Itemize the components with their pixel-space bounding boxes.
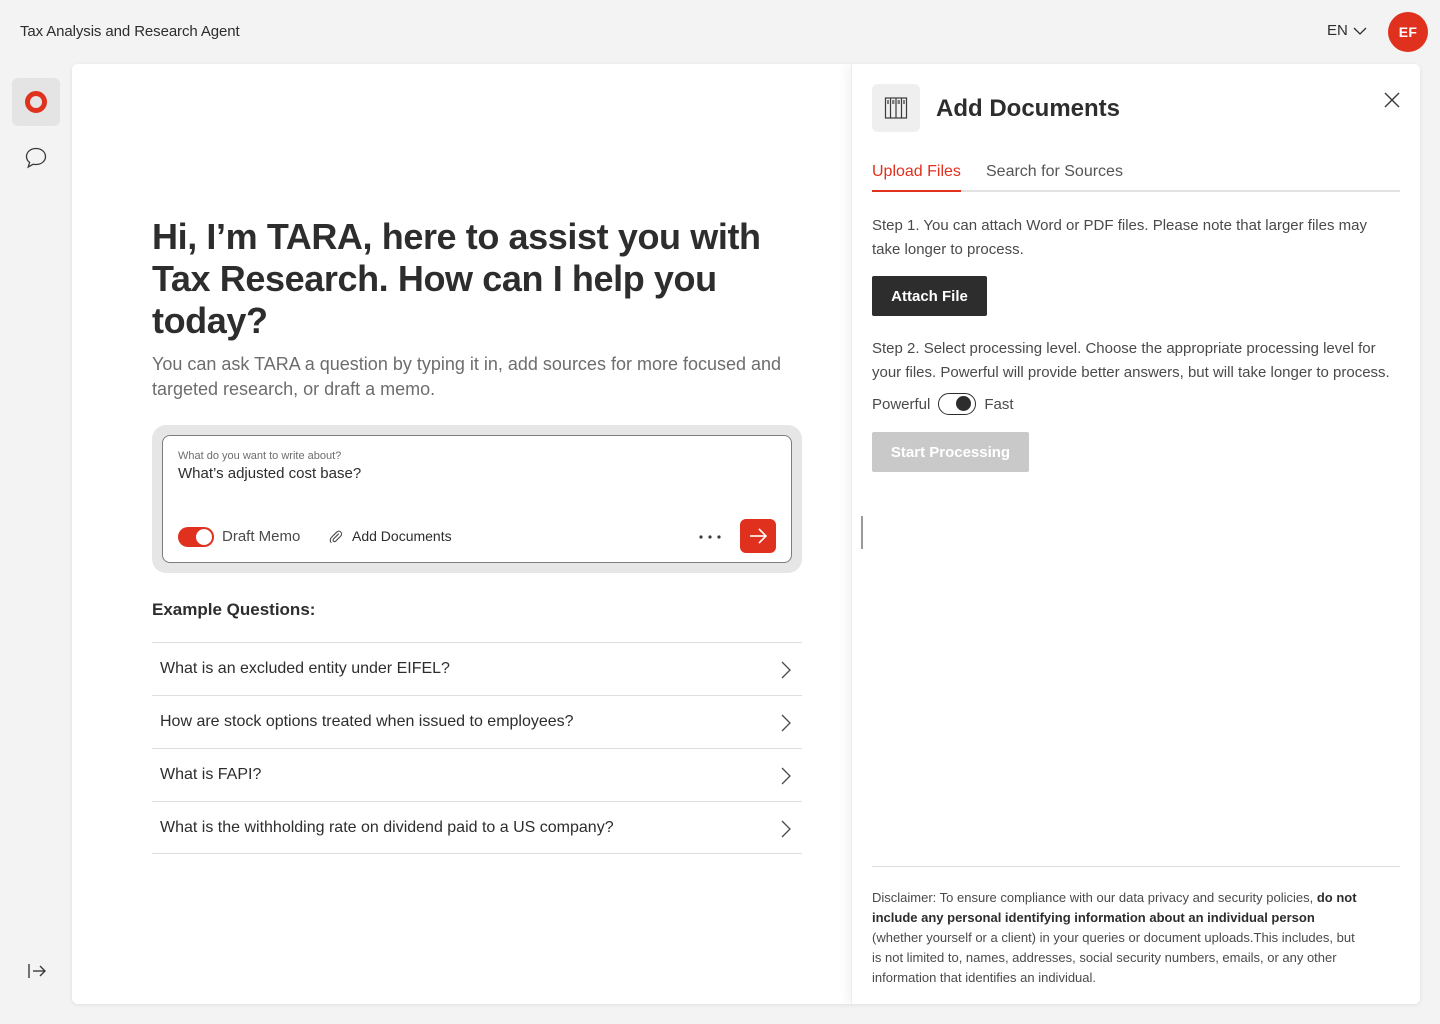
example-question-text: What is FAPI? [160,766,262,783]
draft-memo-toggle[interactable] [178,527,214,547]
chevron-right-icon [780,713,792,733]
attach-file-button[interactable]: Attach File [872,276,987,316]
composer-container [152,425,802,573]
rail-home-button[interactable] [12,78,60,126]
chevron-right-icon [780,660,792,680]
divider [872,866,1400,867]
add-documents-label: Add Documents [352,528,452,544]
send-button[interactable] [740,519,776,553]
paperclip-icon [328,529,343,544]
tab-search-for-sources[interactable]: Search for Sources [986,163,1123,180]
panel-title: Add Documents [936,95,1121,122]
example-question[interactable] [152,801,802,854]
step2-text: Step 2. Select processing level. Choose the appropriate processing level for your files. Powerful will provide better answers, but will take longer to process. [872,340,1390,381]
chevron-right-icon [780,766,792,786]
example-questions-list [152,642,802,854]
example-question-text: What is the withholding rate on dividend paid to a US company? [160,819,614,836]
disclaimer [872,888,1362,988]
example-question[interactable] [152,642,802,695]
examples-heading: Example Questions: [152,600,316,619]
example-question[interactable] [152,748,802,801]
chat-main [72,64,851,1004]
main-card [72,64,1420,1004]
level-fast-label[interactable]: Fast [984,395,1014,413]
prompt-input[interactable]: What’s adjusted cost base? [178,465,362,482]
close-icon[interactable] [1382,90,1402,110]
panel-resize-handle[interactable] [861,516,863,549]
panel-tabs [872,160,1400,192]
language-selector[interactable] [1327,22,1368,39]
level-powerful-label[interactable]: Powerful [872,395,931,413]
example-question-text: How are stock options treated when issued to employees? [160,713,574,730]
toggle-knob [196,529,212,545]
more-dots-icon [698,534,722,540]
library-columns-icon [883,95,909,121]
rail-chat-button[interactable] [12,134,60,182]
language-label: EN [1327,22,1348,39]
chevron-down-icon [1352,23,1368,39]
chat-bubble-icon [23,145,49,171]
top-bar [0,0,1440,64]
home-ring-icon [24,90,48,114]
processing-level-selector [872,394,1014,414]
draft-memo-label[interactable]: Draft Memo [222,528,301,545]
page-subtitle: You can ask TARA a question by typing it in, add sources for more focused and targeted research, or draft a memo. [152,354,782,399]
arrow-right-icon [748,526,768,546]
panel-icon-box [872,84,920,132]
start-processing-button[interactable]: Start Processing [872,432,1029,472]
tab-upload-files[interactable]: Upload Files [872,163,961,192]
chevron-right-icon [780,819,792,839]
disclaimer-rest: (whether yourself or a client) in your queries or document uploads.This includes, but is not limited to, names, addresses, social security numbers, emails, or any other information that identifies an individual. [872,930,1355,985]
avatar[interactable]: EF [1388,12,1428,52]
app-title: Tax Analysis and Research Agent [20,23,240,40]
expand-sidebar-icon[interactable] [24,958,50,984]
example-question[interactable] [152,695,802,748]
step1-text: Step 1. You can attach Word or PDF files. Please note that larger files may take longer to process. [872,217,1367,258]
processing-level-toggle[interactable] [938,393,976,415]
example-question-text: What is an excluded entity under EIFEL? [160,660,450,677]
more-options-button[interactable] [695,524,725,550]
composer[interactable] [162,435,792,563]
composer-label: What do you want to write about? [178,450,342,462]
toggle-knob [956,396,971,411]
add-documents-panel [851,64,1420,1004]
disclaimer-intro: Disclaimer: To ensure compliance with our data privacy and security policies, [872,890,1317,905]
page-title: Hi, I’m TARA, here to assist you with Tax Research. How can I help you today? [152,216,761,341]
disclaimer-emphasis: do not include any personal identifying information about an individual person [872,890,1357,925]
add-documents-button[interactable] [328,528,452,544]
